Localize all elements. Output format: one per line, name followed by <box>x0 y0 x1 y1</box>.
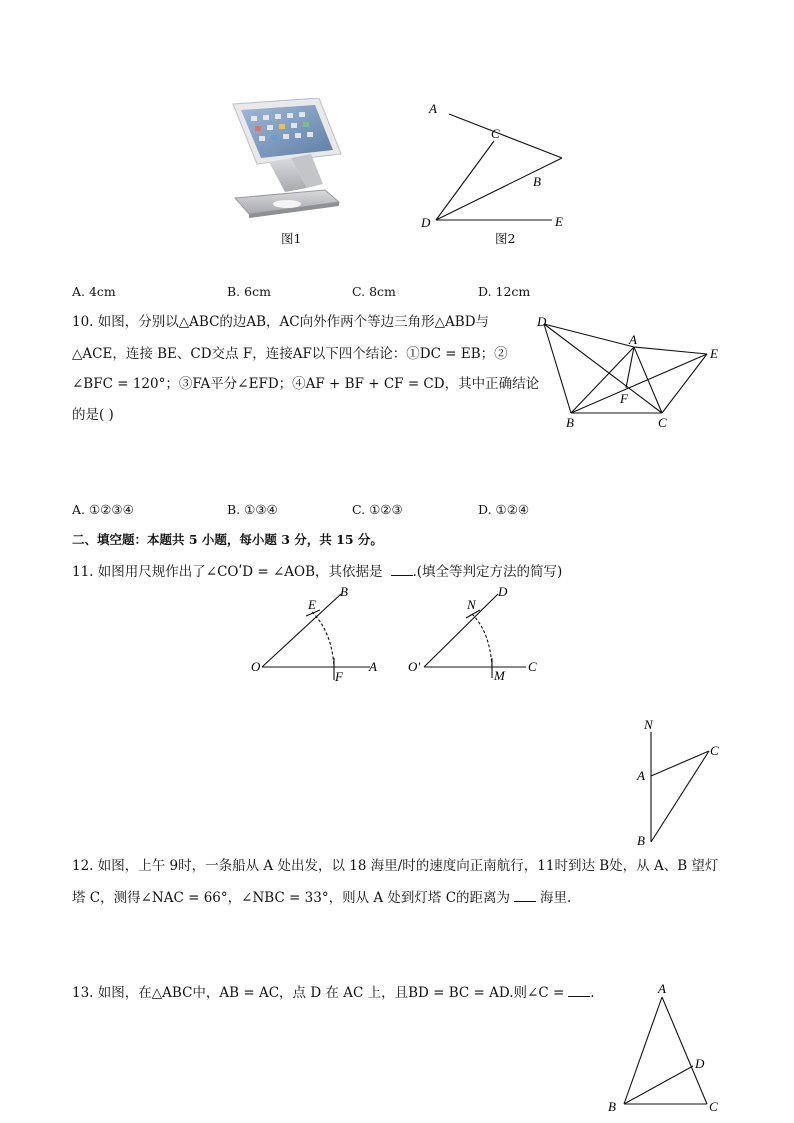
q11-left-label-f: F <box>335 669 343 684</box>
q10-line-4: 的是( ) <box>72 407 114 423</box>
q10-option-b: B. ①③④ <box>227 502 278 517</box>
q11-right-label-c: C <box>528 659 537 674</box>
q12-label-b: B <box>637 833 645 848</box>
fig2-label-c: C <box>491 126 500 141</box>
q10-label-a: A <box>629 332 637 347</box>
q12-label-a: A <box>637 768 645 783</box>
q9-option-b: B. 6cm <box>227 284 271 299</box>
q9-option-a: A. 4cm <box>72 284 116 299</box>
q12-text-before: 塔 C，测得∠NAC = 66°，∠NBC = 33°，则从 A 处到灯塔 C的距离为 <box>72 890 511 906</box>
figure2-caption: 图2 <box>495 231 516 246</box>
q11-right-diagram <box>406 582 546 686</box>
q11-left-label-e: E <box>308 597 316 612</box>
fig2-label-d: D <box>421 215 431 230</box>
q11-right-label-n: N <box>467 597 476 612</box>
q12-diagram <box>632 714 728 854</box>
q11-text-after: .(填全等判定方法的简写) <box>412 564 563 580</box>
fig2-label-a: A <box>429 101 437 116</box>
q13-label-d: D <box>695 1056 705 1071</box>
q11-left-label-o: O <box>251 659 261 674</box>
fig2-label-b: B <box>533 174 541 189</box>
q13-label-b: B <box>608 1099 616 1114</box>
q10-line-2: △ACE，连接 BE、CD交点 F，连接AF以下四个结论：①DC = EB；② <box>72 346 508 362</box>
tablet-stand-photo <box>229 98 345 218</box>
q12-line-1: 12. 如图，上午 9时，一条船从 A 处出发，以 18 海里/时的速度向正南航行，11时到达 B处，从 A、B 望灯 <box>72 858 719 874</box>
q10-line-3: ∠BFC = 120°；③FA平分∠EFD；④AF + BF + CF = CD，其中正确结论 <box>72 376 540 392</box>
q11-right-label-o: Oʹ <box>408 659 421 674</box>
q12-label-n: N <box>644 717 653 732</box>
q10-label-f: F <box>620 391 628 406</box>
section-heading: 二、填空题：本题共 5 小题，每小题 3 分，共 15 分。 <box>72 532 383 547</box>
q12-line-2 <box>72 890 571 906</box>
q13-label-c: C <box>709 1099 718 1114</box>
q10-label-e: E <box>710 346 718 361</box>
q13-text-after: . <box>590 985 595 1001</box>
q11-right-label-d: D <box>498 584 508 599</box>
q10-line-1: 10. 如图，分别以△ABC的边AB，AC向外作两个等边三角形△ABD与 <box>72 314 490 330</box>
q10-label-c: C <box>658 415 667 430</box>
q11-left-label-b: B <box>340 584 348 599</box>
q10-option-c: C. ①②③ <box>352 502 403 517</box>
q13-diagram <box>600 980 730 1116</box>
q12-text-after: 海里. <box>540 890 572 906</box>
figure1-caption: 图1 <box>281 231 302 246</box>
fig2-label-e: E <box>555 214 563 229</box>
q11-text-before: 11. 如图用尺规作出了∠COʹD = ∠AOB，其依据是 <box>72 564 383 580</box>
q11-right-label-m: M <box>494 668 505 683</box>
q13-label-a: A <box>658 981 666 996</box>
q11-left-label-a: A <box>369 659 377 674</box>
q11-answer-blank[interactable] <box>391 564 413 576</box>
q12-label-c: C <box>710 743 719 758</box>
q13-text-before: 13. 如图，在△ABC中，AB = AC，点 D 在 AC 上，且BD = BC = AD.则∠C = <box>72 985 565 1001</box>
q13-answer-blank[interactable] <box>568 985 590 997</box>
q12-answer-blank[interactable] <box>514 890 536 902</box>
q10-diagram <box>534 312 730 432</box>
q11-text <box>72 564 562 580</box>
q10-option-a: A. ①②③④ <box>72 502 134 517</box>
q10-option-d: D. ①②④ <box>478 502 530 517</box>
figure2-diagram <box>416 96 572 232</box>
q10-label-d: D <box>537 314 547 329</box>
q9-option-d: D. 12cm <box>478 284 531 299</box>
q11-left-diagram <box>248 582 388 686</box>
q9-option-c: C. 8cm <box>352 284 396 299</box>
q10-label-b: B <box>566 415 574 430</box>
q13-text <box>72 985 595 1001</box>
